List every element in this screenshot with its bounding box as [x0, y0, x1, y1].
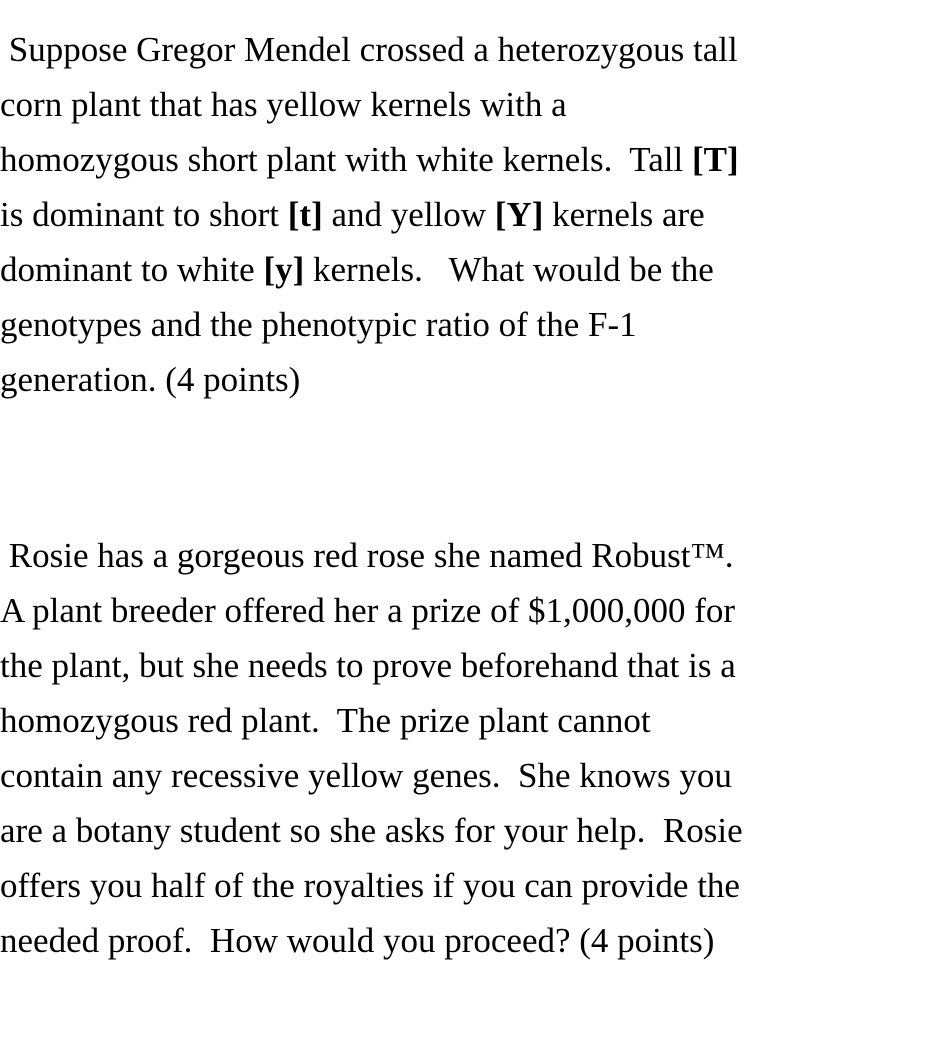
text-segment: needed proof. How would you proceed? (4 points) [0, 921, 715, 960]
text-line [0, 22, 925, 77]
text-segment: contain any recessive yellow genes. She knows you [0, 756, 732, 795]
text-line [0, 583, 925, 638]
text-line [0, 693, 925, 748]
allele-symbol: [y] [263, 250, 305, 289]
text-line [0, 858, 925, 913]
text-line [0, 132, 925, 187]
text-segment: homozygous short plant with white kernels. Tall [0, 140, 692, 179]
text-line [0, 528, 925, 583]
text-line [0, 242, 925, 297]
question-1-text [0, 22, 925, 407]
text-line [0, 187, 925, 242]
allele-symbol: [Y] [494, 195, 544, 234]
text-line [0, 77, 925, 132]
allele-symbol: [t] [287, 195, 323, 234]
text-segment: is dominant to short [0, 195, 288, 234]
text-segment: offers you half of the royalties if you can provide the [0, 866, 740, 905]
text-segment: corn plant that has yellow kernels with a [0, 85, 567, 124]
text-segment: A plant breeder offered her a prize of $1,000,000 for [0, 591, 736, 630]
text-segment: Rosie has a gorgeous red rose she named Robust™. [0, 536, 734, 575]
text-line [0, 638, 925, 693]
text-line [0, 913, 925, 968]
text-line [0, 352, 925, 407]
text-segment: kernels are [543, 195, 705, 234]
text-segment: Suppose Gregor Mendel crossed a heterozygous tall [0, 30, 738, 69]
text-line [0, 803, 925, 858]
text-line [0, 748, 925, 803]
text-segment: are a botany student so she asks for your help. Rosie [0, 811, 743, 850]
text-segment: the plant, but she needs to prove beforehand that is a [0, 646, 736, 685]
text-line [0, 297, 925, 352]
text-segment: generation. (4 points) [0, 360, 301, 399]
text-segment: kernels. What would be the [304, 250, 714, 289]
text-segment: homozygous red plant. The prize plant cannot [0, 701, 651, 740]
question-2-text [0, 528, 925, 968]
text-segment: genotypes and the phenotypic ratio of the F-1 [0, 305, 637, 344]
text-segment: dominant to white [0, 250, 264, 289]
text-segment: and yellow [322, 195, 495, 234]
allele-symbol: [T] [691, 140, 739, 179]
